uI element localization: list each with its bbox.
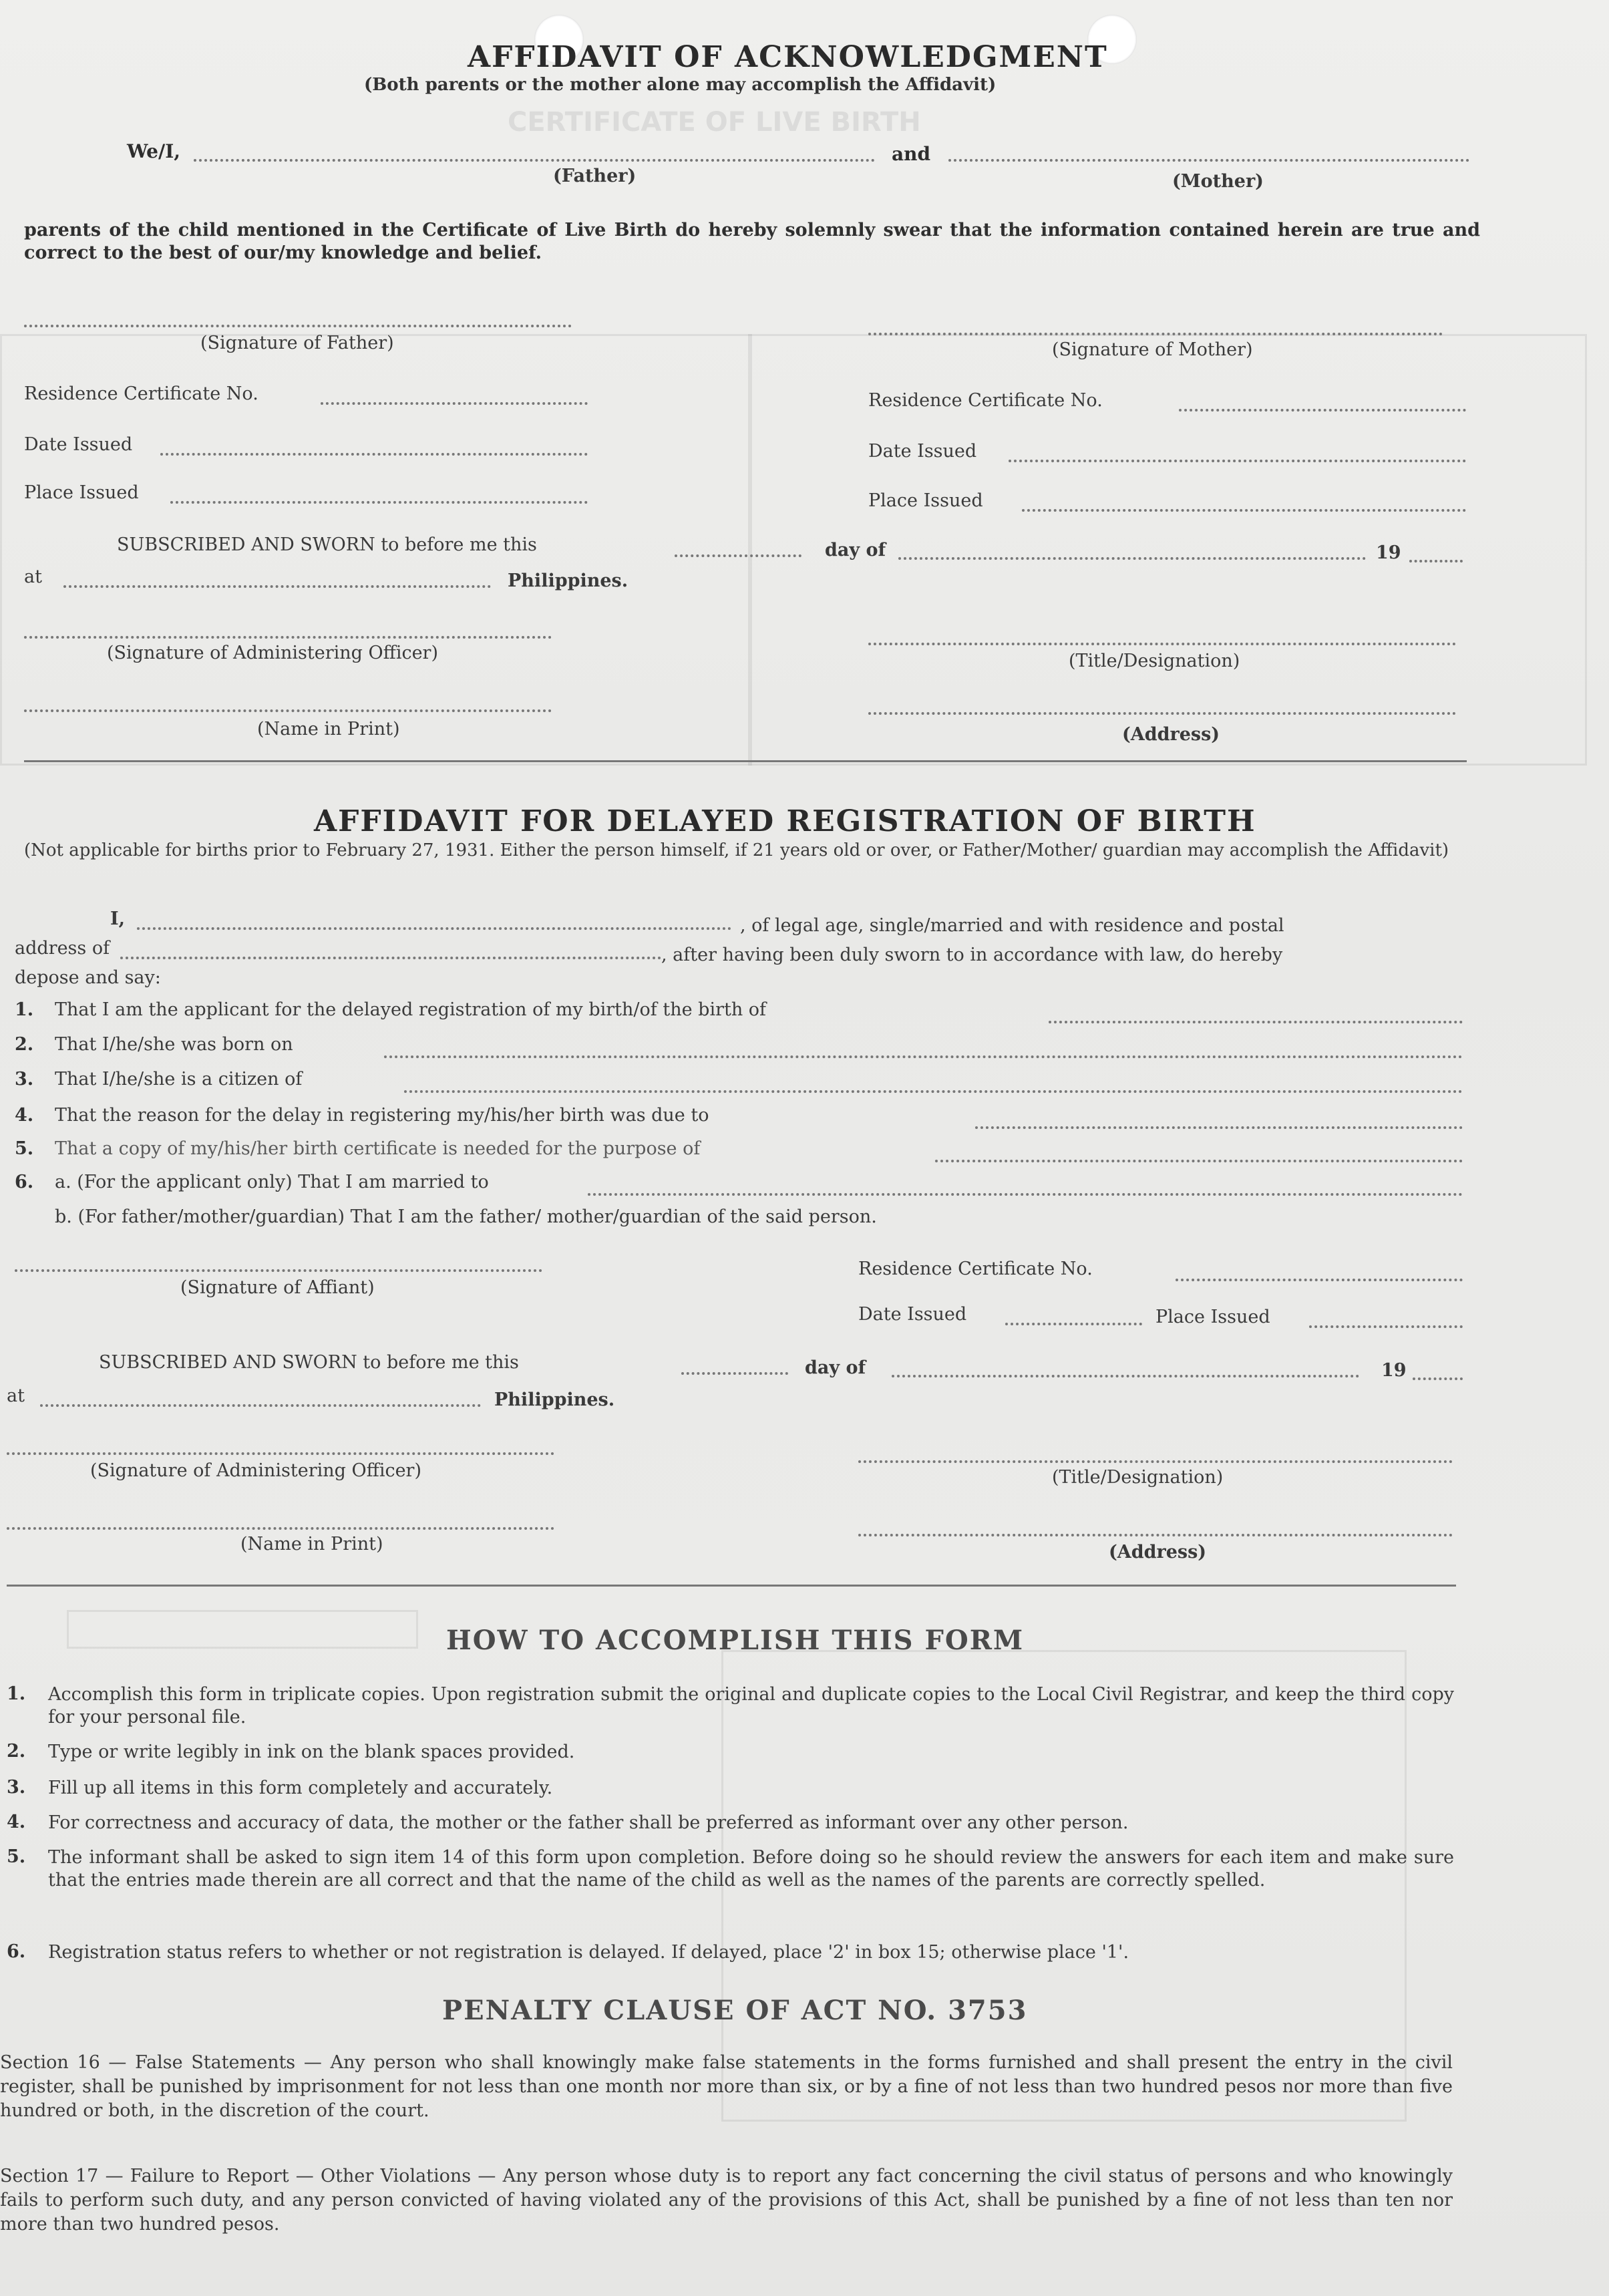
acknowledgment-title: AFFIDAVIT OF ACKNOWLEDGMENT [468,40,1108,74]
howto-number: 1. [7,1683,26,1704]
officer-title-field-2[interactable] [858,1460,1453,1463]
item-number: 5. [15,1138,34,1159]
father-date-issued-field[interactable] [160,453,588,456]
howto-number: 5. [7,1846,26,1867]
delayed-registration-note: (Not applicable for births prior to February 27, 1931. Either the person himself, if 21 years old or over, or Father/Mother/ guardian may accomplish the Affidavit) [24,840,1449,860]
father-place-issued-field[interactable] [170,501,588,504]
we-label: We/I, [127,140,181,162]
officer-name-field[interactable] [24,709,552,712]
day-of-label: day of [825,540,886,560]
signature-administering-officer-label-2: (Signature of Administering Officer) [90,1460,421,1481]
howto-number: 3. [7,1777,26,1798]
title-designation-label: (Title/Designation) [1069,651,1240,671]
item-2-text: That I/he/she was born on [55,1034,293,1055]
acknowledgment-oath-text: parents of the child mentioned in the Certificate of Live Birth do hereby solemnly swear that the information contained herein are true and correct to the best of our/my knowledge and belief. [24,220,1480,263]
item-2-field[interactable] [384,1055,1463,1058]
at-label-2: at [7,1385,25,1406]
name-in-print-label: (Name in Print) [257,719,400,740]
at-label: at [24,566,42,587]
mother-caption: (Mother) [1172,171,1264,192]
affiant-name-field[interactable] [137,927,731,930]
father-residence-cert-field[interactable] [321,402,588,405]
item-6a-text: a. (For the applicant only) That I am married to [55,1172,489,1192]
officer-signature-field-2[interactable] [7,1452,554,1455]
penalty-section-16 [0,2051,1453,2123]
affiant-address-field[interactable] [120,957,661,959]
item-4-text: That the reason for the delay in registering my/his/her birth was due to [55,1105,709,1126]
bleed-through-mark: CERTIFICATE OF LIVE BIRTH [508,107,921,138]
subscribed-sworn-text: SUBSCRIBED AND SWORN to before me this [117,534,537,555]
acknowledgment-subtitle: (Both parents or the mother alone may accomplish the Affidavit) [364,75,997,95]
sworn-year-field[interactable] [1409,560,1463,562]
item-4-field[interactable] [975,1126,1463,1129]
mother-residence-cert-label: Residence Certificate No. [868,390,1103,411]
item-5-text: That a copy of my/his/her birth certificate is needed for the purpose of [55,1138,701,1159]
father-date-issued-label: Date Issued [24,434,133,455]
howto-item-6: Registration status refers to whether or not registration is delayed. If delayed, place '2' in box 15; otherwise place '1'. [48,1942,1129,1963]
item-3-field[interactable] [404,1090,1463,1093]
section-17-heading: Section 17 — Failure to Report — Other Violations — [0,2166,496,2186]
signature-of-mother-label: (Signature of Mother) [1052,339,1253,360]
affiant-date-issued-field[interactable] [1005,1323,1142,1325]
howto-item-4: For correctness and accuracy of data, the mother or the father shall be preferred as informant over any other person. [48,1812,1129,1833]
affiant-place-issued-label: Place Issued [1155,1307,1270,1327]
sworn-place-field-2[interactable] [40,1404,481,1407]
year-prefix-label-2: 19 [1381,1360,1407,1381]
mother-name-field[interactable] [948,159,1469,162]
officer-name-field-2[interactable] [7,1527,554,1530]
sworn-month-field[interactable] [898,557,1366,560]
item-6a-field[interactable] [588,1193,1463,1196]
i-label: I, [110,909,126,929]
officer-address-field-2[interactable] [858,1534,1453,1536]
affiant-residence-cert-field[interactable] [1176,1279,1463,1281]
sworn-day-field-2[interactable] [681,1372,788,1375]
how-to-title: HOW TO ACCOMPLISH THIS FORM [446,1625,1025,1656]
penalty-section-17 [0,2164,1453,2237]
father-place-issued-label: Place Issued [24,482,139,503]
subscribed-sworn-text-2: SUBSCRIBED AND SWORN to before me this [99,1352,519,1373]
penalty-clause-title: PENALTY CLAUSE OF ACT NO. 3753 [442,1995,1028,2026]
sworn-day-field[interactable] [675,554,801,557]
father-caption: (Father) [553,166,637,186]
mother-place-issued-label: Place Issued [868,490,983,511]
item-1-field[interactable] [1049,1021,1463,1023]
section-divider [7,1585,1456,1587]
officer-signature-field[interactable] [24,636,552,639]
philippines-label: Philippines. [508,570,629,591]
and-label: and [892,143,931,165]
signature-of-affiant-label: (Signature of Affiant) [180,1277,375,1298]
philippines-label-2: Philippines. [494,1389,615,1410]
section-16-text: Any person who shall knowingly make false statements in the forms furnished and shall present the entry in the civil register, shall be punished by imprisonment for not less than one month nor more than six, or by a fine of not less than two hundred pesos nor more than five hundred or both, in the discretion of the court. [0,2052,1453,2121]
address-label: (Address) [1122,724,1220,745]
mother-date-issued-field[interactable] [1009,460,1466,462]
sworn-text: , after having been duly sworn to in accordance with law, do hereby [661,945,1283,965]
title-designation-label-2: (Title/Designation) [1052,1467,1224,1488]
affiant-date-issued-label: Date Issued [858,1304,967,1325]
mother-signature-field[interactable] [868,333,1443,335]
name-in-print-label-2: (Name in Print) [240,1534,383,1554]
item-3-text: That I/he/she is a citizen of [55,1069,303,1090]
howto-item-5: The informant shall be asked to sign item 14 of this form upon completion. Before doing so he should review the answers for each item and make sure that the entries made therein are all correct and that the name of the child as well as the names of the parents are correctly spelled. [48,1847,1454,1891]
howto-item-3: Fill up all items in this form completely and accurately. [48,1778,553,1798]
item-1-text: That I am the applicant for the delayed registration of my birth/of the birth of [55,999,767,1020]
affiant-place-issued-field[interactable] [1309,1325,1463,1328]
mother-date-issued-label: Date Issued [868,441,977,462]
legal-age-text: , of legal age, single/married and with residence and postal [740,915,1284,936]
item-6b-text: b. (For father/mother/guardian) That I am the father/ mother/guardian of the said person. [55,1206,877,1227]
affiant-signature-field[interactable] [15,1269,542,1272]
officer-title-field[interactable] [868,643,1456,645]
sworn-place-field[interactable] [63,585,491,588]
section-16-heading: Section 16 — False Statements — [0,2052,322,2073]
year-prefix-label: 19 [1376,542,1401,563]
father-residence-cert-label: Residence Certificate No. [24,383,258,404]
address-label-2: (Address) [1109,1542,1207,1563]
father-name-field[interactable] [194,159,875,162]
item-5-field[interactable] [935,1160,1463,1162]
section-17-text: Any person whose duty is to report any fact concerning the civil status of persons and who knowingly fails to perform such duty, and any person convicted of having violated any of the provisions of this Act, shall be punished by a fine of not less than ten nor more than two hundred pesos. [0,2166,1453,2235]
mother-residence-cert-field[interactable] [1179,409,1466,412]
address-of-label: address of [15,938,110,959]
howto-item-2: Type or write legibly in ink on the blank spaces provided. [48,1742,575,1762]
sworn-month-field-2[interactable] [892,1375,1359,1377]
howto-number: 2. [7,1741,26,1762]
delayed-registration-title: AFFIDAVIT FOR DELAYED REGISTRATION OF BIRTH [314,804,1256,838]
item-number: 2. [15,1034,34,1055]
sworn-year-field-2[interactable] [1413,1377,1463,1380]
affiant-residence-cert-label: Residence Certificate No. [858,1259,1093,1279]
mother-place-issued-field[interactable] [1022,509,1466,512]
depose-label: depose and say: [15,967,161,988]
day-of-label-2: day of [805,1357,866,1378]
officer-address-field[interactable] [868,712,1456,715]
howto-number: 4. [7,1812,26,1832]
howto-number: 6. [7,1941,26,1962]
bleed-through-box [67,1610,418,1649]
item-number: 1. [15,999,34,1020]
section-divider [24,760,1467,762]
item-number: 4. [15,1105,34,1126]
signature-administering-officer-label: (Signature of Administering Officer) [107,643,438,663]
item-number: 6. [15,1172,34,1192]
howto-item-1: Accomplish this form in triplicate copies. Upon registration submit the original and duplicate copies to the Local Civil Registrar, and keep the third copy for your personal file. [48,1684,1454,1728]
signature-of-father-label: (Signature of Father) [200,333,394,353]
father-signature-field[interactable] [24,325,572,327]
item-number: 3. [15,1069,34,1090]
